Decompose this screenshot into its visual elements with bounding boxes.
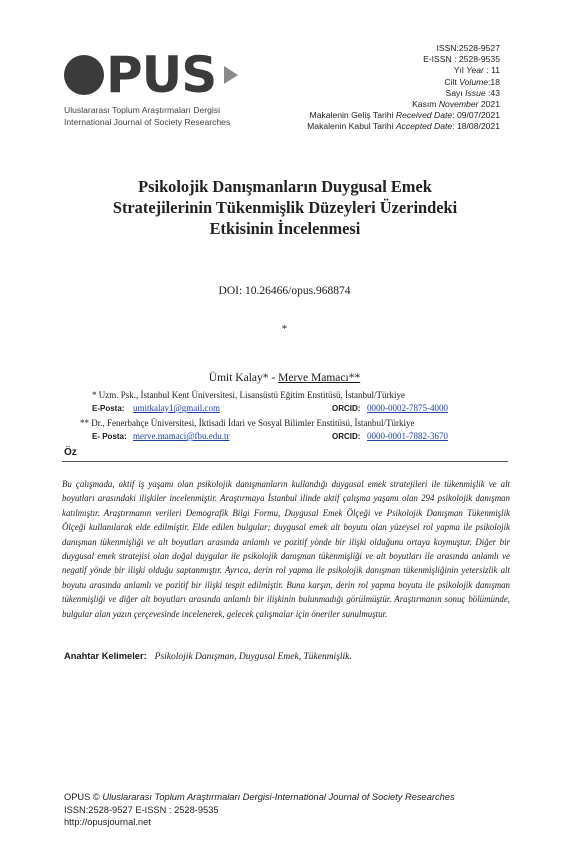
footer-issn: ISSN:2528-9527 E-ISSN : 2528-9535	[64, 804, 219, 815]
journal-subtitle-en: International Journal of Society Researches	[64, 117, 231, 127]
footer-url[interactable]: http://opusjournal.net	[64, 817, 151, 828]
title-footnote-marker: *	[281, 323, 288, 335]
eissn: E-ISSN : 2528-9535	[423, 54, 500, 65]
logo-wordmark	[64, 46, 238, 104]
heading-divider	[62, 461, 508, 462]
email-link-2[interactable]: merve.mamaci@fbu.edu.tr	[133, 431, 230, 441]
logo-circle-icon	[64, 55, 104, 95]
title-line-2: Stratejilerinin Tükenmişlik Düzeyleri Üzerindeki	[112, 198, 458, 217]
year-line: Yıl Year : 11	[453, 65, 500, 76]
volume-line: Cilt Volume:18	[444, 76, 500, 87]
month-line: Kasım November 2021	[412, 99, 500, 110]
doi: DOI: 10.26466/opus.968874	[218, 285, 351, 297]
keywords-label: Anahtar Kelimeler:	[64, 651, 147, 661]
orcid-link-2[interactable]: 0000-0001-7882-3670	[367, 431, 448, 441]
author-2: Merve Mamacı**	[278, 372, 361, 384]
received-date: Makalenin Geliş Tarihi Received Date: 09/07/2021	[309, 110, 500, 121]
title-line-3: Etkisinin İncelenmesi	[209, 219, 361, 238]
author-line: Ümit Kalay* - Merve Mamacı**	[208, 372, 361, 384]
keywords	[64, 651, 352, 662]
orcid-label-1: ORCID:	[332, 404, 361, 413]
email-link-1[interactable]: umitkalay1@gmail.com	[133, 403, 221, 413]
footer-journal: OPUS © Uluslararası Toplum Araştırmaları Dergisi-International Journal of Society Researches	[64, 792, 455, 802]
page-footer	[64, 791, 455, 829]
accepted-date: Makalenin Kabul Tarihi Accepted Date: 18/08/2021	[307, 121, 500, 132]
issn: ISSN:2528-9527	[436, 43, 500, 53]
journal-logo	[64, 46, 238, 129]
author-1: Ümit Kalay*	[208, 372, 269, 384]
play-triangle-icon	[224, 66, 238, 84]
journal-metadata	[307, 43, 500, 133]
orcid-label-2: ORCID:	[332, 432, 361, 441]
email-label-2: E- Posta:	[92, 432, 127, 441]
affiliation-2: ** Dr., Fenerbahçe Üniversitesi, İktisadi İdari ve Sosyal Bilimler Enstitüsü, İstanbul/Türkiye	[80, 418, 415, 428]
journal-subtitle-tr: Uluslararası Toplum Araştırmaları Dergisi	[64, 105, 221, 115]
abstract-heading: Öz	[64, 447, 77, 458]
orcid-link-1[interactable]: 0000-0002-7875-4000	[367, 403, 448, 413]
issue-line: Sayı Issue :43	[445, 87, 500, 98]
title-line-1: Psikolojik Danışmanların Duygusal Emek	[138, 177, 432, 196]
abstract-text: Bu çalışmada, aktif iş yaşamı olan psikolojik danışmanların kullandığı duygusal emek stratejileri ile tükenmişlik ve alt boyutları arasındaki ilişkiler incelenmiştir. Araştırmaya İstanbul ilinde aktif çalışma yaşamı olan 294 psikolojik danışman katılmıştır. Araştırmanın verileri Demografik Bilgi Formu, Duygusal Emek Ölçeği ve Psikolojik Danışman Tükenmişlik Ölçeği kullanılarak elde edilmiştir. Elde edilen bulgular; duygusal emek alt boyutu olan yüzeysel rol yapma ile psikolojik danışman tükenmişliği ve alt boyutları arasında anlamlı ve pozitif yönde bir ilişki olduğunu ortaya koymuştur. Diğer bir duygusal emek stratejisi olan doğal duygular ile psikolojik danışman tükenmişliği ve alt boyutları ile arasında anlamlı ve negatif yönde bir ilişki olduğu saptanmıştır. Ayrıca, derin rol yapma ile psikolojik danışman tükenmişliğinin yetersizlik alt boyutu arasında anlamlı ve pozitif bir ilişki tespit edilmiştir. Buna karşın, derin rol yapma boyutu ile psikolojik danışman tükenmişliği ve diğer alt boyutları arasında anlamlı bir ilişkinin bulunmadığı görülmüştür. Araştırmanın sonuç bölümünde, bulgular alan yazın çerçevesinde incelenerek, gelecek çalışmalar için öneriler sunulmuştur.	[62, 479, 510, 619]
keywords-value: Psikolojik Danışman, Duygusal Emek, Tükenmişlik.	[154, 652, 352, 662]
email-label-1: E-Posta:	[92, 404, 125, 413]
affiliation-1: * Uzm. Psk., İstanbul Kent Üniversitesi, Lisansüstü Eğitim Enstitüsü, İstanbul/Türkiye	[92, 390, 405, 400]
article-title	[60, 176, 510, 239]
logo-text: PUS	[106, 46, 217, 104]
